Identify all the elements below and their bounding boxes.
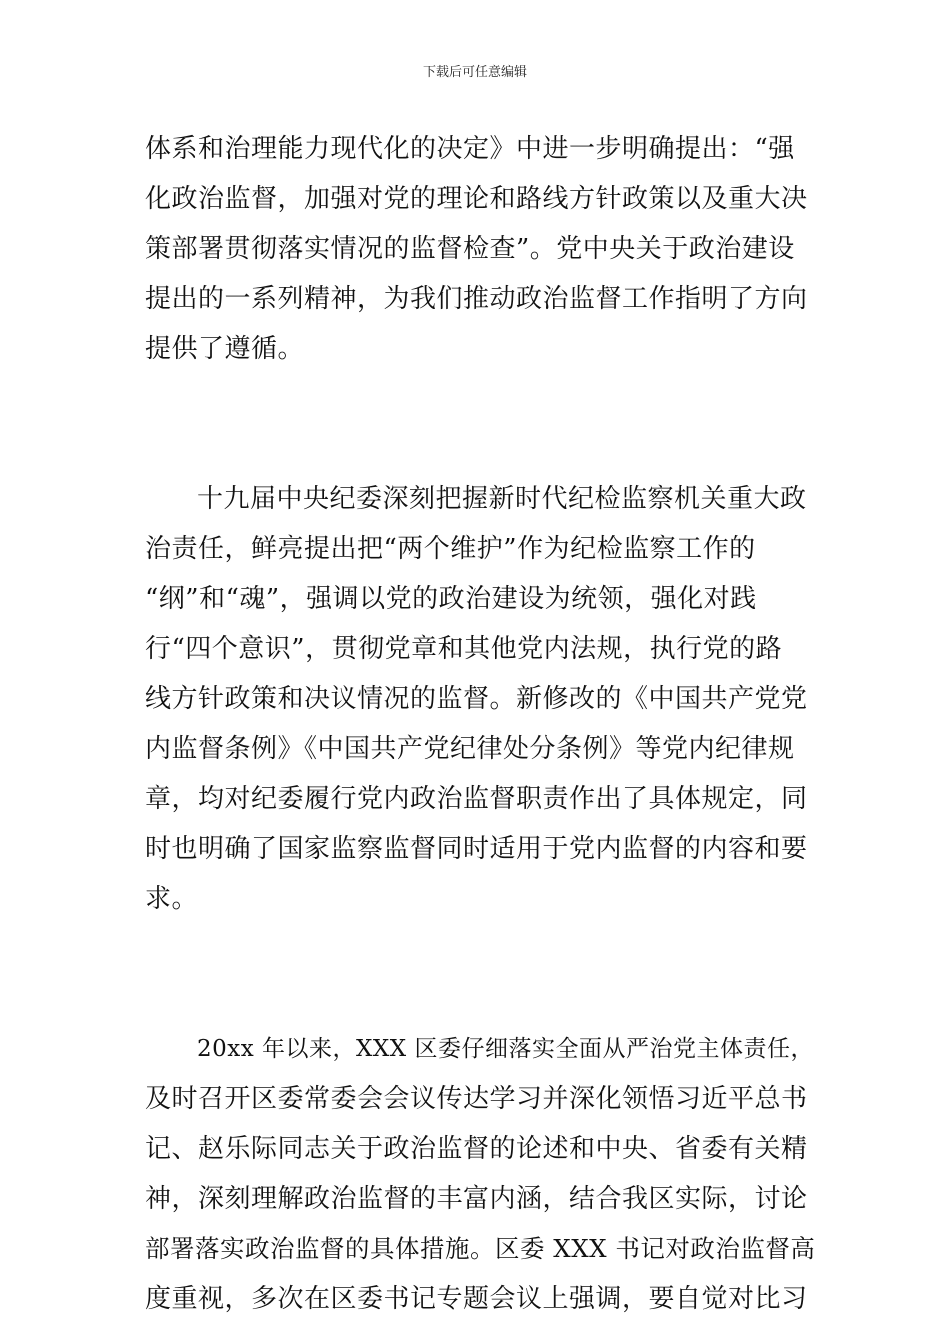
paragraph-2 <box>145 474 815 924</box>
text-line: 部署落实政治监督的具体措施。区委 XXX 书记对政治监督高 <box>145 1234 816 1263</box>
text-line: 线方针政策和决议情况的监督。新修改的《中国共产党党 <box>145 684 808 714</box>
text-line: 内监督条例》《中国共产党纪律处分条例》等党内纪律规 <box>145 734 795 764</box>
text-line: 求。 <box>145 884 199 914</box>
text-line: 策部署贯彻落实情况的监督检查”。党中央关于政治建设 <box>145 234 795 264</box>
paragraph-spacer <box>145 924 815 1024</box>
text-line: 时也明确了国家监察监督同时适用于党内监督的内容和要 <box>145 834 808 864</box>
text-line: 章，均对纪委履行党内政治监督职责作出了具体规定，同 <box>145 784 808 814</box>
page-header: 下载后可任意编辑 <box>422 65 527 80</box>
text-line: 治责任，鲜亮提出把“两个维护”作为纪检监察工作的 <box>145 534 756 564</box>
text-line: 行“四个意识”，贯彻党章和其他党内法规，执行党的路 <box>145 634 783 664</box>
paragraph-spacer <box>145 374 815 474</box>
paragraph-3 <box>145 1024 815 1324</box>
text-line: 提供了遵循。 <box>145 334 305 364</box>
text-line: 20xx 年以来，XXX 区委仔细落实全面从严治党主体责任， <box>197 1036 814 1062</box>
text-line: 及时召开区委常委会会议传达学习并深化领悟习近平总书 <box>145 1084 808 1114</box>
text-line: 度重视，多次在区委书记专题会议上强调，要自觉对比习 <box>145 1284 808 1314</box>
text-line: “纲”和“魂”，强调以党的政治建设为统领，强化对践 <box>145 584 757 614</box>
text-line: 化政治监督，加强对党的理论和路线方针政策以及重大决 <box>145 184 808 214</box>
text-line: 神，深刻理解政治监督的丰富内涵，结合我区实际，讨论 <box>145 1184 808 1214</box>
text-line: 十九届中央纪委深刻把握新时代纪检监察机关重大政 <box>197 484 807 514</box>
text-line: 提出的一系列精神，为我们推动政治监督工作指明了方向 <box>145 284 808 314</box>
paragraph-1 <box>145 124 815 374</box>
document-body <box>145 124 815 1324</box>
text-line: 记、赵乐际同志关于政治监督的论述和中央、省委有关精 <box>145 1134 808 1164</box>
text-line: 体系和治理能力现代化的决定》中进一步明确提出：“强 <box>145 134 795 164</box>
